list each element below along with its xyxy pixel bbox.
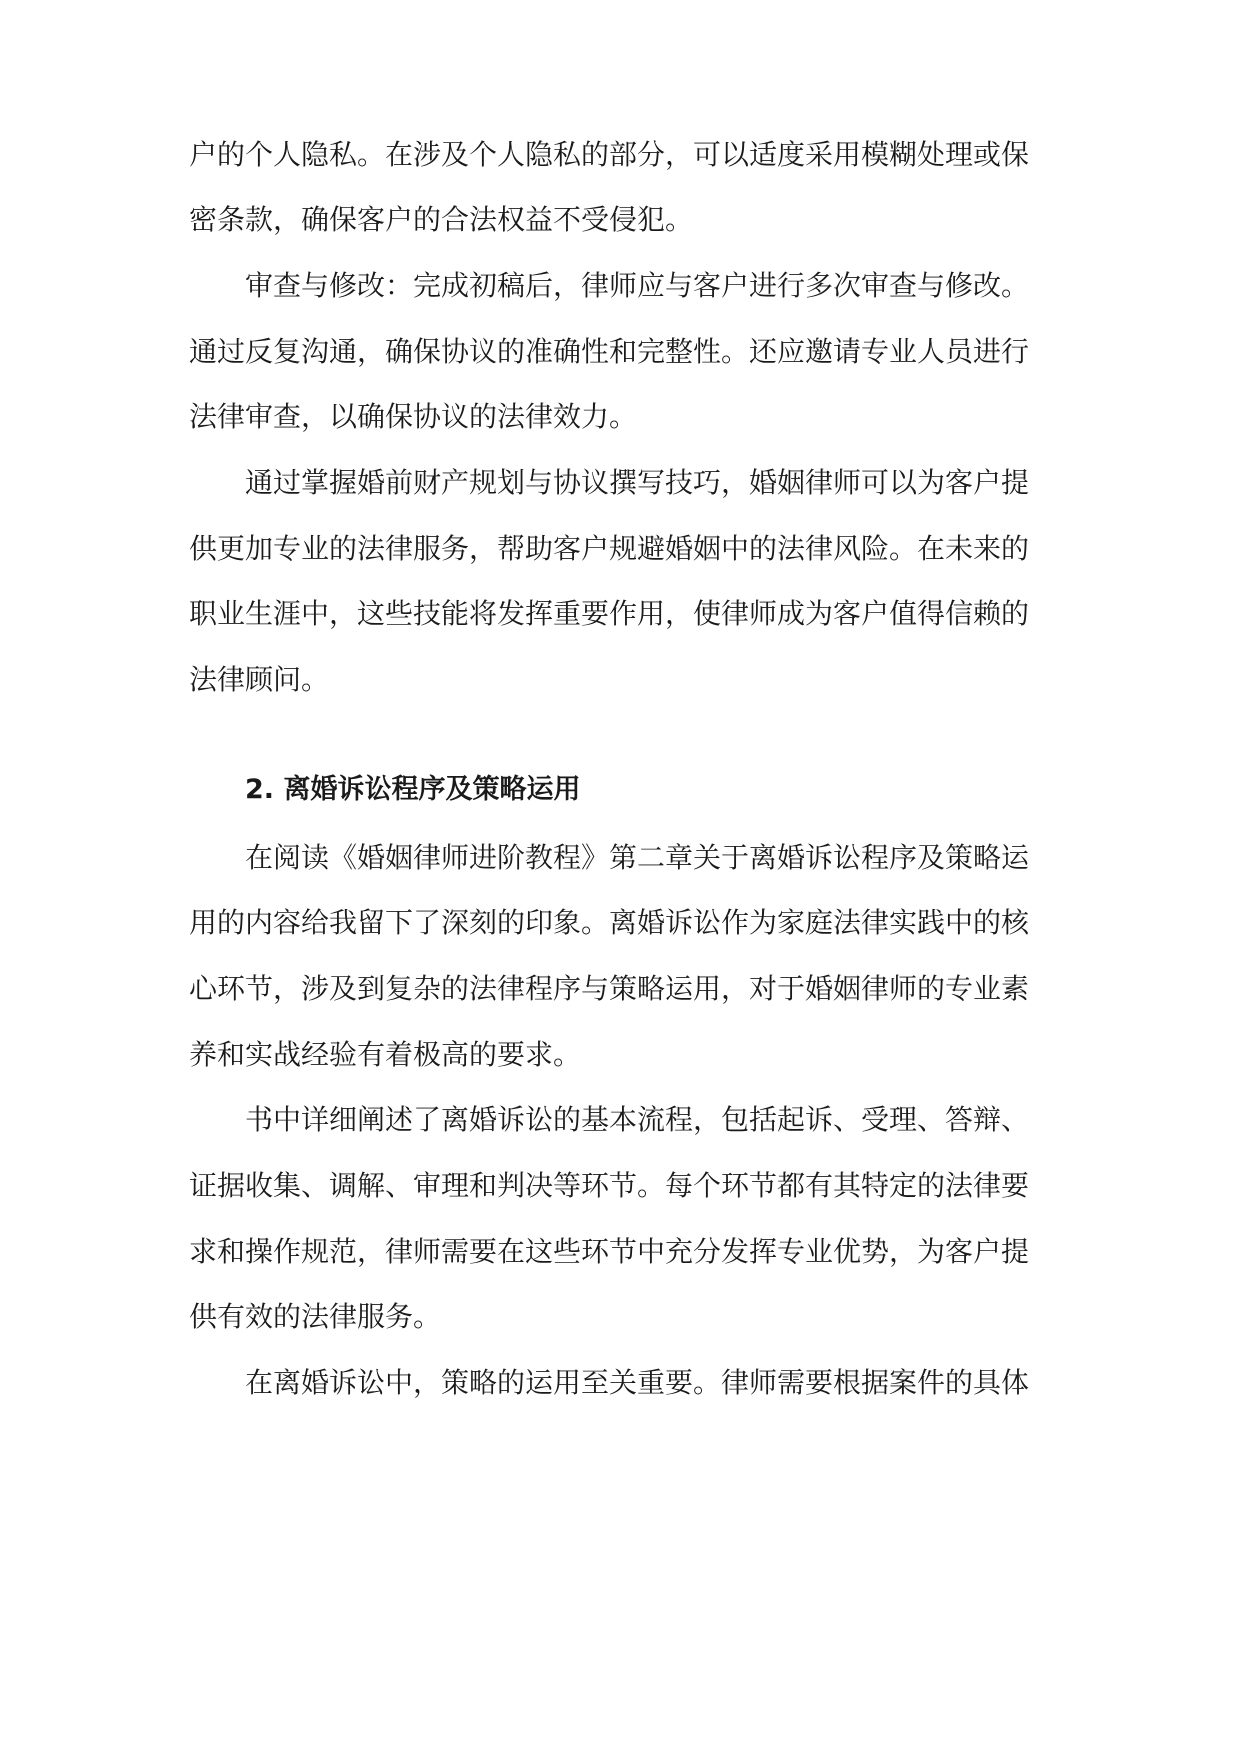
paragraph-line: 供更加专业的法律服务，帮助客户规避婚姻中的法律风险。在未来的 xyxy=(189,532,1030,565)
paragraph-line: 职业生涯中，这些技能将发挥重要作用，使律师成为客户值得信赖的 xyxy=(189,597,1030,630)
section-heading: 2. 离婚诉讼程序及策略运用 xyxy=(245,774,581,805)
paragraph-line: 供有效的法律服务。 xyxy=(189,1300,442,1333)
paragraph-line: 养和实战经验有着极高的要求。 xyxy=(189,1038,582,1071)
paragraph-line: 在阅读《婚姻律师进阶教程》第二章关于离婚诉讼程序及策略运 xyxy=(245,841,1030,874)
paragraph-line: 在离婚诉讼中，策略的运用至关重要。律师需要根据案件的具体 xyxy=(245,1366,1030,1399)
paragraph-line: 书中详细阐述了离婚诉讼的基本流程，包括起诉、受理、答辩、 xyxy=(245,1103,1030,1136)
paragraph-line: 心环节，涉及到复杂的法律程序与策略运用，对于婚姻律师的专业素 xyxy=(189,972,1030,1005)
paragraph-line: 证据收集、调解、审理和判决等环节。每个环节都有其特定的法律要 xyxy=(189,1169,1030,1202)
paragraph-line: 通过反复沟通，确保协议的准确性和完整性。还应邀请专业人员进行 xyxy=(189,335,1030,368)
paragraph-line: 法律顾问。 xyxy=(189,663,330,696)
paragraph-line: 审查与修改：完成初稿后，律师应与客户进行多次审查与修改。 xyxy=(245,269,1030,302)
paragraph-line: 通过掌握婚前财产规划与协议撰写技巧，婚姻律师可以为客户提 xyxy=(245,466,1030,499)
paragraph-line: 用的内容给我留下了深刻的印象。离婚诉讼作为家庭法律实践中的核 xyxy=(189,906,1030,939)
paragraph-line: 密条款，确保客户的合法权益不受侵犯。 xyxy=(189,203,694,236)
paragraph-line: 法律审查，以确保协议的法律效力。 xyxy=(189,400,638,433)
paragraph-line: 求和操作规范，律师需要在这些环节中充分发挥专业优势，为客户提 xyxy=(189,1235,1030,1268)
paragraph-line: 户的个人隐私。在涉及个人隐私的部分，可以适度采用模糊处理或保 xyxy=(189,138,1030,171)
